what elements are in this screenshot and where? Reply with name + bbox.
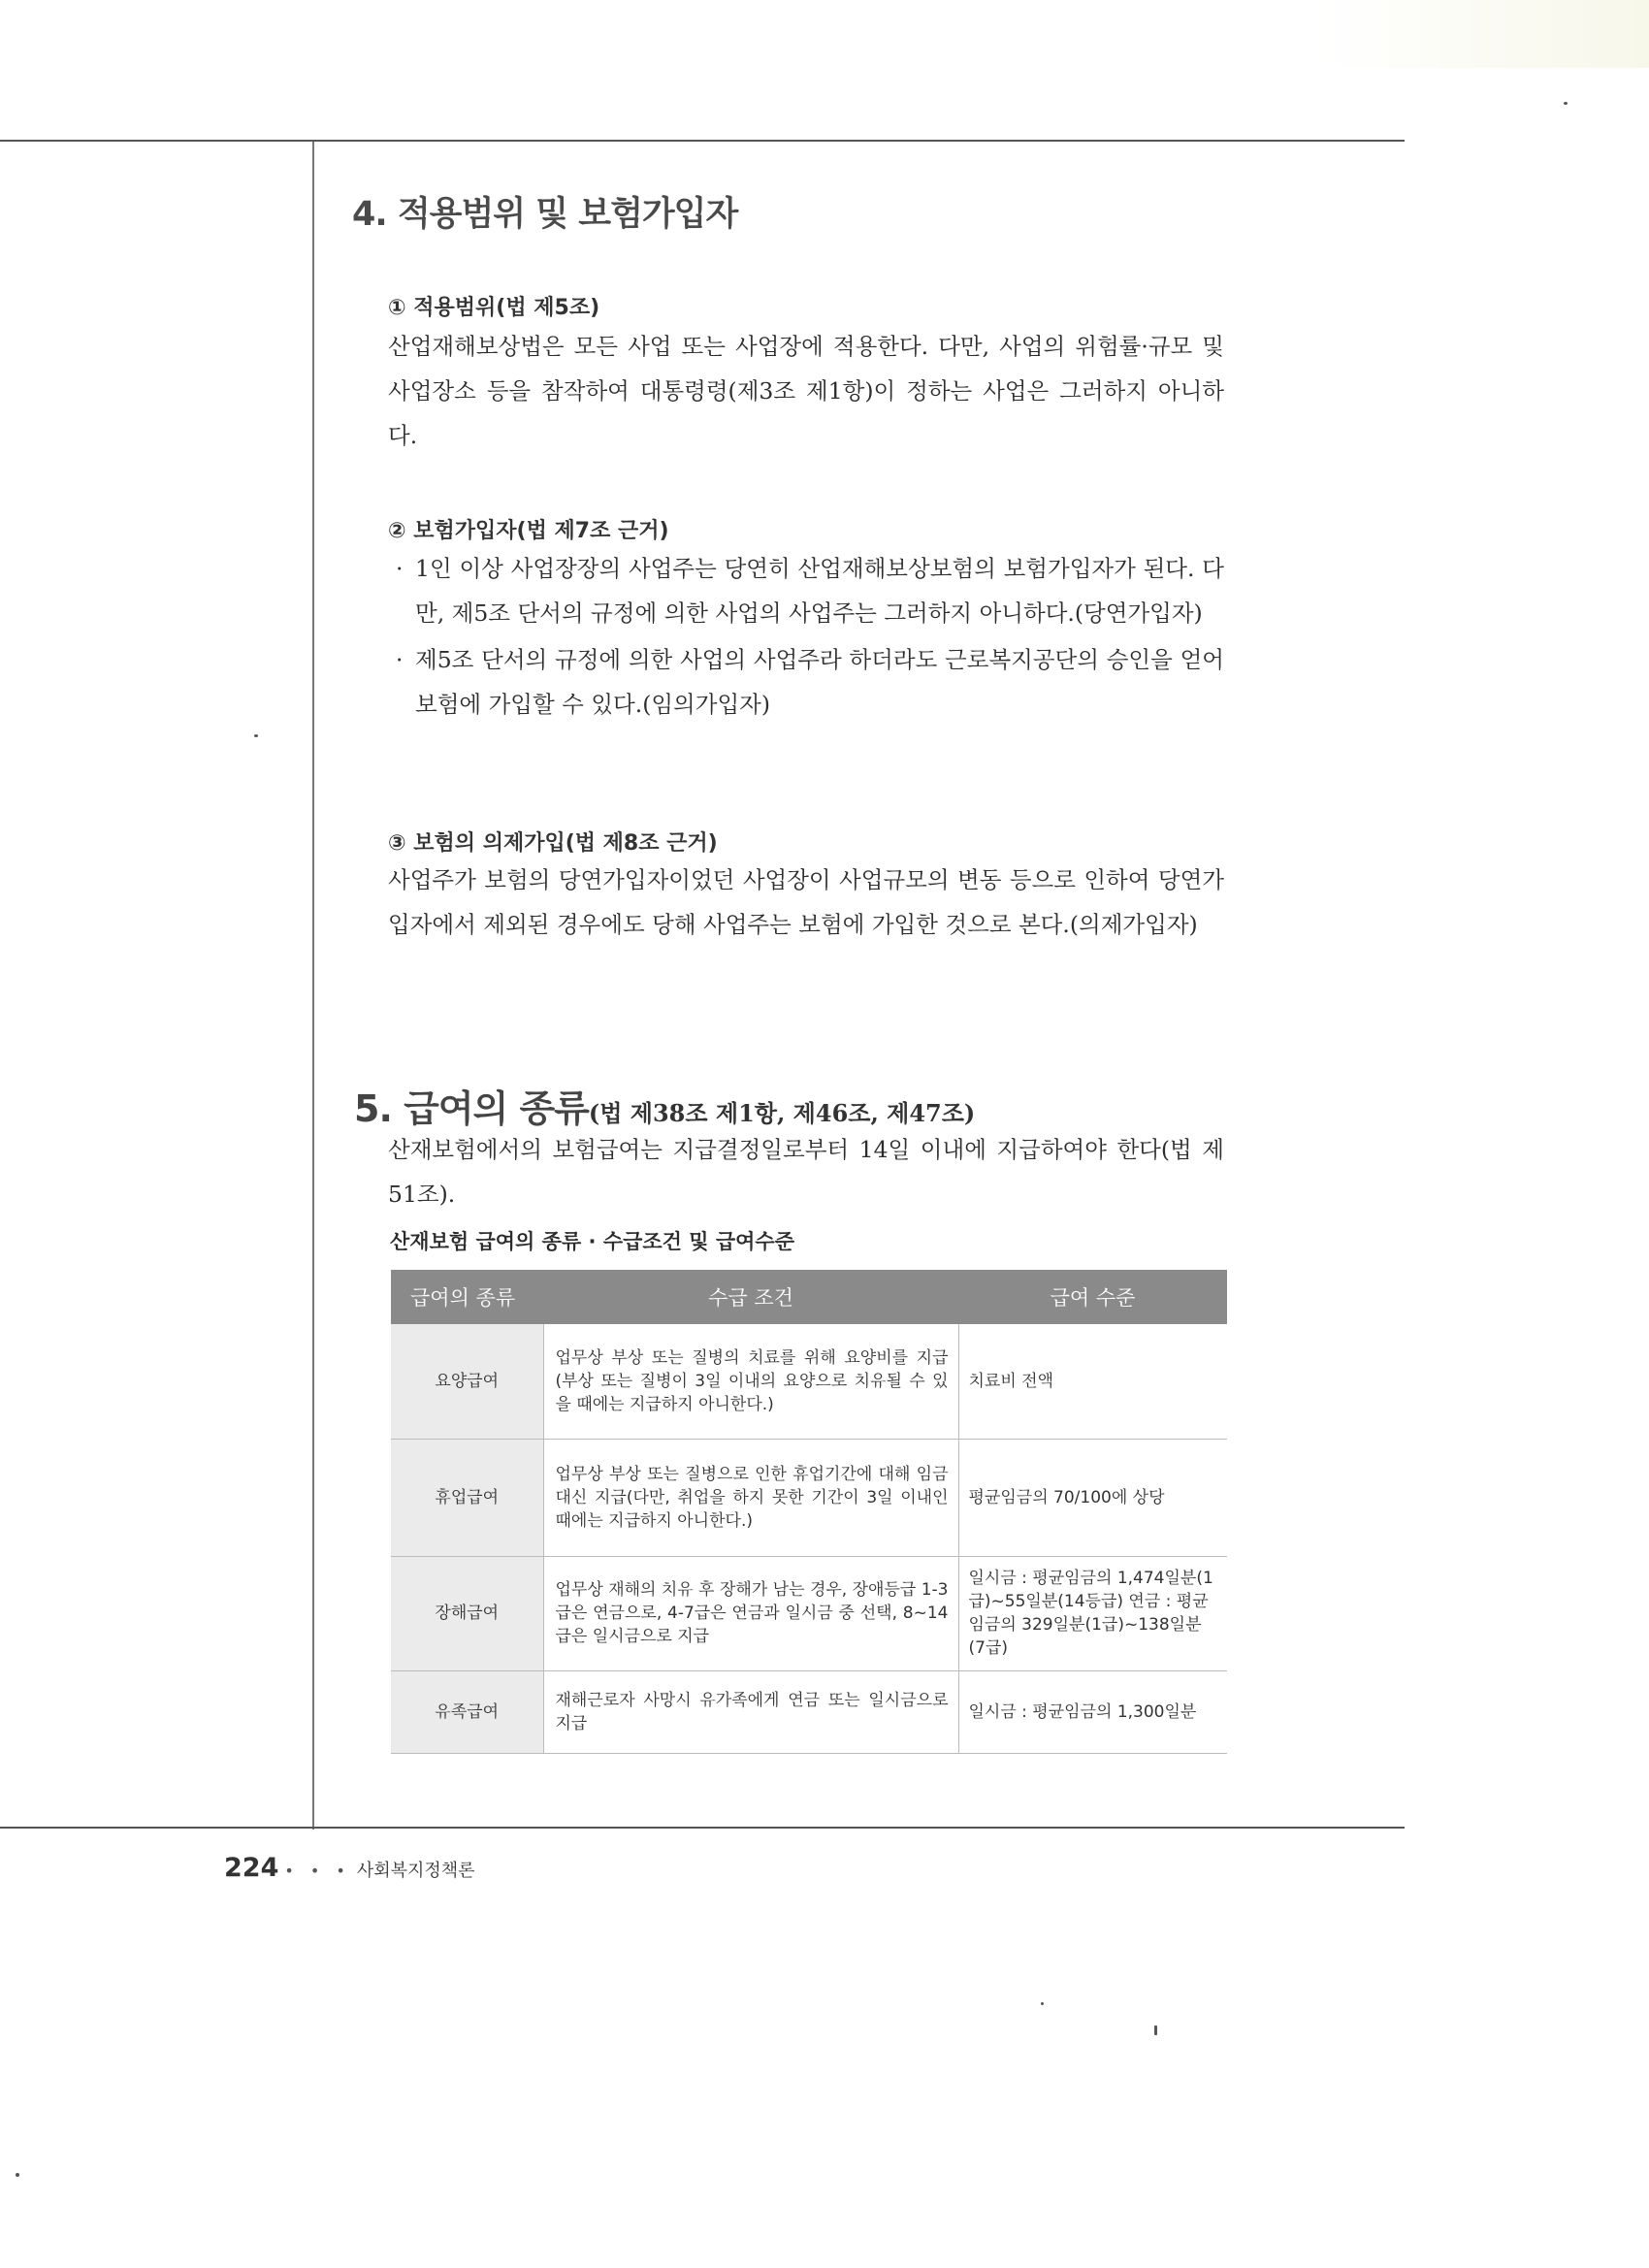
benefit-name: 장해급여 <box>391 1556 543 1670</box>
column-header-type: 급여의 종류 <box>391 1270 543 1324</box>
benefit-name: 유족급여 <box>391 1670 543 1753</box>
column-header-condition: 수급 조건 <box>543 1270 958 1324</box>
section5-title-ref: (법 제38조 제1항, 제46조, 제47조) <box>588 1099 976 1127</box>
section5-title-main: 5. 급여의 종류 <box>354 1087 589 1130</box>
benefit-condition: 재해근로자 사망시 유가족에게 연금 또는 일시금으로 지급 <box>543 1670 958 1753</box>
bullet-text: 제5조 단서의 규정에 의한 사업의 사업주라 하더라도 근로복지공단의 승인을 얻어 보험에 가입할 수 있다.(임의가입자) <box>415 646 1224 718</box>
section4-title: 4. 적용범위 및 보험가입자 <box>352 195 738 234</box>
section4-item2-bullets <box>392 546 1224 729</box>
bullet-text: 1인 이상 사업장장의 사업주는 당연히 산업재해보상보험의 보험가입자가 된다. 다만, 제5조 단서의 규정에 의한 사업의 사업주는 그러하지 아니하다.(당연가입자) <box>415 555 1224 627</box>
benefit-level: 일시금 : 평균임금의 1,474일분(1급)~55일분(14등급) 연금 : 평균임금의 329일분(1급)~138일분(7급) <box>958 1556 1227 1670</box>
benefit-level: 평균임금의 70/100에 상당 <box>958 1439 1227 1556</box>
scan-speck <box>254 734 258 737</box>
section4-item1-heading: ① 적용범위(법 제5조) <box>388 296 600 320</box>
benefit-condition: 업무상 부상 또는 질병의 치료를 위해 요양비를 지급(부상 또는 질병이 3일 이내의 요양으로 치유될 수 있을 때에는 지급하지 아니한다.) <box>543 1324 958 1439</box>
top-rule <box>0 140 1405 142</box>
section4-item2-heading: ② 보험가입자(법 제7조 근거) <box>388 519 669 543</box>
scan-speck <box>1041 2002 1044 2005</box>
bottom-rule <box>0 1827 1405 1829</box>
section5-title <box>354 1079 975 1132</box>
scan-corner-tint <box>1319 0 1649 68</box>
scan-speck <box>1564 102 1568 105</box>
section4-item1-text: 산업재해보상법은 모든 사업 또는 사업장에 적용한다. 다만, 사업의 위험률·규모 및 사업장소 등을 참작하여 대통령령(제3조 제1항)이 정하는 사업은 그러하지 아니하다. <box>388 333 1224 449</box>
section4-item3-text: 사업주가 보험의 당연가입자이었던 사업장이 사업규모의 변동 등으로 인하여 당연가입자에서 제외된 경우에도 당해 사업주는 보험에 가입한 것으로 본다.(의제가입자) <box>388 866 1224 938</box>
benefit-condition: 업무상 재해의 치유 후 장해가 남는 경우, 장애등급 1-3급은 연금으로, 4-7급은 연금과 일시금 중 선택, 8~14급은 일시금으로 지급 <box>543 1556 958 1670</box>
benefit-name: 휴업급여 <box>391 1439 543 1556</box>
page-number: 224 <box>224 1853 279 1883</box>
section5-intro: 산재보험에서의 보험급여는 지급결정일로부터 14일 이내에 지급하여야 한다(법 제51조). <box>388 1136 1224 1208</box>
scan-speck <box>16 2173 19 2177</box>
section4-item3-heading: ③ 보험의 의제가입(법 제8조 근거) <box>388 831 718 856</box>
bullet-item: · 1인 이상 사업장장의 사업주는 당연히 산업재해보상보험의 보험가입자가 된다. 다만, 제5조 단서의 규정에 의한 사업의 사업주는 그러하지 아니하다.(당연가입자) <box>396 555 1224 627</box>
table-header-row <box>391 1270 1227 1324</box>
scan-speck <box>1154 2025 1157 2035</box>
benefit-level: 치료비 전액 <box>958 1324 1227 1439</box>
table-row <box>391 1670 1227 1753</box>
benefit-level: 일시금 : 평균임금의 1,300일분 <box>958 1670 1227 1753</box>
benefit-condition: 업무상 부상 또는 질병으로 인한 휴업기간에 대해 임금대신 지급(다만, 취업을 하지 못한 기간이 3일 이내인 때에는 지급하지 아니한다.) <box>543 1439 958 1556</box>
footer-separator: • • • <box>284 1862 351 1880</box>
table-row <box>391 1556 1227 1670</box>
book-title: 사회복지정책론 <box>356 1861 475 1881</box>
table-row <box>391 1324 1227 1439</box>
bullet-item: · 제5조 단서의 규정에 의한 사업의 사업주라 하더라도 근로복지공단의 승인을 얻어 보험에 가입할 수 있다.(임의가입자) <box>396 646 1224 718</box>
benefit-name: 요양급여 <box>391 1324 543 1439</box>
column-header-level: 급여 수준 <box>958 1270 1227 1324</box>
page-footer <box>224 1853 475 1883</box>
margin-line <box>312 142 314 1830</box>
table-caption: 산재보험 급여의 종류 · 수급조건 및 급여수준 <box>390 1230 794 1253</box>
table-row <box>391 1439 1227 1556</box>
benefits-table <box>391 1270 1227 1754</box>
